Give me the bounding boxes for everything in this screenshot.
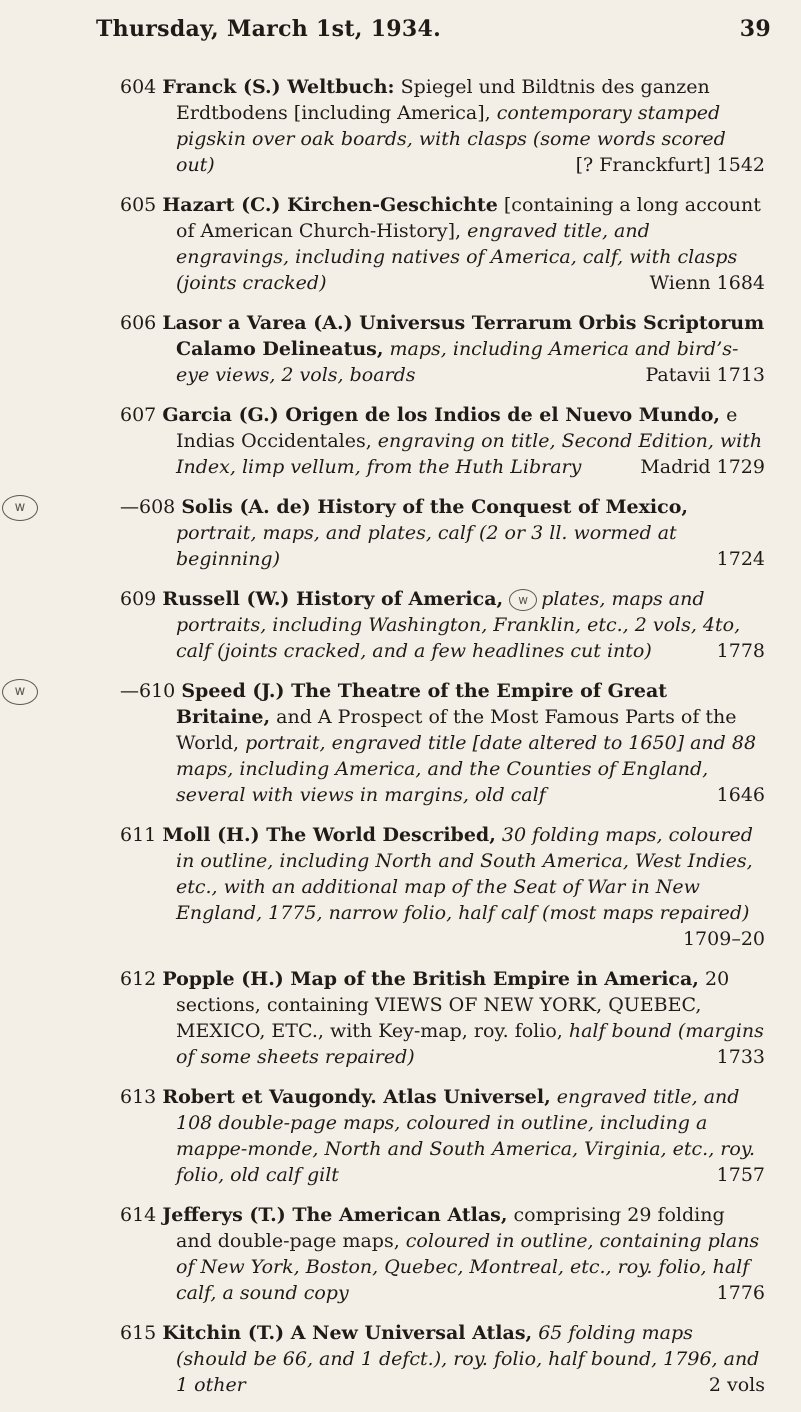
lot-description: comprising 29 folding and double-page maps, — [176, 1204, 725, 1252]
lot-author-title: Lasor a Varea (A.) Universus Terrarum Orbis Scriptorum Calamo Delineatus, — [162, 312, 765, 360]
lot-entry — [0, 822, 801, 952]
lot-description: [containing a long account of American Church-History], — [176, 194, 761, 242]
lot-author-title: Popple (H.) Map of the British Empire in America, — [162, 968, 699, 990]
lot-entry — [0, 1202, 801, 1306]
lot-author-title: Solis (A. de) History of the Conquest of Mexico, — [181, 496, 688, 518]
lot-imprint: Wienn 1684 — [649, 272, 765, 294]
lot-binding: half bound (margins of some sheets repaired) — [176, 1020, 764, 1068]
lot-binding: engraved title, and 108 double-page maps, coloured in outline, including a mappe-monde, North and South America, Virginia, etc., roy. folio, old calf gilt — [176, 1086, 756, 1186]
lot-description: e Indias Occidentales, — [176, 404, 738, 452]
lot-entry — [0, 192, 801, 296]
lot-imprint: [? Franckfurt] 1542 — [575, 154, 765, 176]
lot-author-title: Kitchin (T.) A New Universal Atlas, — [162, 1322, 533, 1344]
handwritten-w-mark-icon: w — [2, 495, 38, 521]
lot-author-title: Speed (J.) The Theatre of the Empire of Great Britaine, — [176, 680, 668, 728]
lot-number: —608 — [120, 496, 176, 518]
lot-binding: contemporary stamped pigskin over oak boards, with clasps (some words scored out) — [176, 102, 726, 176]
lot-binding: 30 folding maps, coloured in outline, including North and South America, West Indies, etc., with an additional map of the Seat of War in New England, 1775, narrow folio, half calf (most maps repaired) — [176, 824, 753, 924]
handwritten-w-mark-icon: w — [2, 679, 38, 705]
lot-number: —610 — [120, 680, 176, 702]
lot-binding: 65 folding maps (should be 66, and 1 defct.), roy. folio, half bound, 1796, and 1 other — [176, 1322, 760, 1396]
lot-author-title: Jefferys (T.) The American Atlas, — [162, 1204, 508, 1226]
lot-number: 614 — [120, 1204, 157, 1226]
handwritten-w-mark-icon: w — [509, 589, 537, 611]
catalogue-lots — [0, 74, 801, 1412]
lot-entry — [0, 1084, 801, 1188]
lot-imprint: Madrid 1729 — [640, 456, 765, 478]
lot-author-title: Moll (H.) The World Described, — [162, 824, 496, 846]
header-date: Thursday, March 1st, 1934. — [96, 16, 442, 42]
lot-imprint: 1724 — [716, 548, 765, 570]
lot-number: 604 — [120, 76, 157, 98]
lot-imprint: 1646 — [716, 784, 765, 806]
lot-imprint: 1778 — [716, 640, 765, 662]
lot-binding: coloured in outline, containing plans of New York, Boston, Quebec, Montreal, etc., roy. folio, half calf, a sound copy — [176, 1230, 760, 1304]
page-number: 39 — [739, 16, 771, 42]
lot-imprint: 1776 — [716, 1282, 765, 1304]
lot-entry — [0, 74, 801, 178]
lot-entry — [0, 678, 801, 808]
lot-entry — [0, 402, 801, 480]
lot-description: 20 sections, containing VIEWS OF NEW YORK, QUEBEC, MEXICO, ETC., with Key-map, roy. folio, — [176, 968, 730, 1042]
lot-binding: portrait, maps, and plates, calf (2 or 3 ll. wormed at beginning) — [176, 522, 677, 570]
lot-author-title: Russell (W.) History of America, — [162, 588, 504, 610]
lot-imprint: 2 vols — [708, 1374, 765, 1396]
lot-binding: engraved title, and engravings, including natives of America, calf, with clasps (joints cracked) — [176, 220, 738, 294]
lot-author-title: Robert et Vaugondy. Atlas Universel, — [162, 1086, 551, 1108]
lot-author-title: Hazart (C.) Kirchen-Geschichte — [162, 194, 498, 216]
lot-number: 612 — [120, 968, 157, 990]
lot-number: 615 — [120, 1322, 157, 1344]
lot-entry — [0, 966, 801, 1070]
lot-number: 607 — [120, 404, 157, 426]
lot-binding: portrait, engraved title [date altered to 1650] and 88 maps, including America, and the Counties of England, several with views in margins, old calf — [176, 732, 757, 806]
lot-description: Spiegel und Bildtnis des ganzen Erdtbodens [including America], — [176, 76, 710, 124]
page-header — [96, 16, 771, 42]
lot-entry — [0, 586, 801, 664]
lot-binding: plates, maps and portraits, including Washington, Franklin, etc., 2 vols, 4to, calf (joints cracked, and a few headlines cut into) — [176, 588, 741, 662]
lot-imprint: Patavii 1713 — [645, 364, 765, 386]
lot-imprint: 1733 — [716, 1046, 765, 1068]
lot-number: 605 — [120, 194, 157, 216]
lot-number: 611 — [120, 824, 157, 846]
lot-author-title: Franck (S.) Weltbuch: — [162, 76, 395, 98]
lot-entry — [0, 310, 801, 388]
lot-number: 613 — [120, 1086, 157, 1108]
lot-entry — [0, 494, 801, 572]
lot-author-title: Garcia (G.) Origen de los Indios de el Nuevo Mundo, — [162, 404, 721, 426]
lot-binding: maps, including America and bird’s-eye views, 2 vols, boards — [176, 338, 739, 386]
lot-binding: engraving on title, Second Edition, with Index, limp vellum, from the Huth Library — [176, 430, 763, 478]
lot-imprint: 1757 — [716, 1164, 765, 1186]
lot-entry — [0, 1320, 801, 1398]
lot-description: and A Prospect of the Most Famous Parts of the World, — [176, 706, 737, 754]
lot-number: 609 — [120, 588, 157, 610]
lot-imprint: 1709–20 — [682, 928, 765, 950]
lot-number: 606 — [120, 312, 157, 334]
